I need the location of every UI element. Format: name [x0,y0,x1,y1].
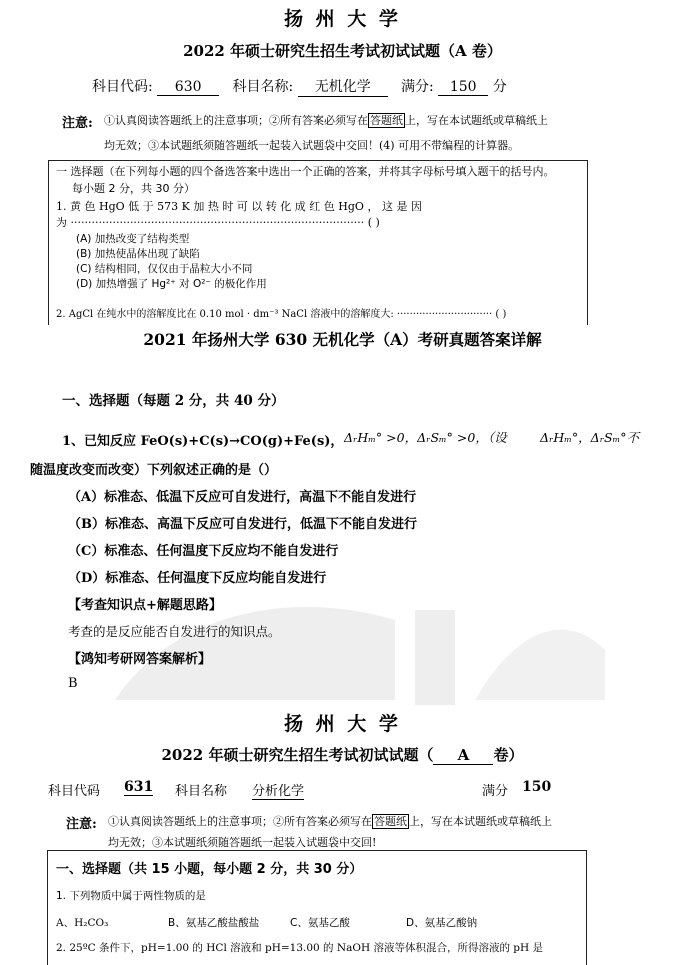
answer-title: 2021 年扬州大学 630 无机化学（A）考研真题答案详解 [143,330,542,349]
doc2-subject-name: 分析化学 [252,780,304,800]
subject-name: 无机化学 [298,76,388,97]
doc2-subject-code-label: 科目代码 [48,784,101,799]
doc2-note-text: ①认真阅读答题纸上的注意事项；②所有答案必须写在 [108,815,372,828]
doc2-note-line2: 均无效；③本试题纸须随答题纸一起装入试题袋中交回! [108,836,377,849]
doc2-q1: 1. 下列物质中属于两性物质的是 [56,890,206,902]
subject-code-label: 科目代码: [92,79,153,95]
doc2-section-header: 一、选择题（共 15 小题，每小题 2 分，共 30 分） [56,862,363,877]
doc2-q2: 2. 25ºC 条件下，pH=1.00 的 HCl 溶液和 pH=13.00 的 NaOH 溶液等体积混合，所得溶液的 pH 是 [56,942,543,954]
knowledge-point-text: 考查的是反应能否自发进行的知识点。 [68,624,281,639]
doc1-exam-title: 2022 年硕士研究生招生考试初试试题（A 卷） [183,42,502,60]
doc1-q1: 1. 黄 色 HgO 低 于 573 K 加 热 时 可 以 转 化 成 红 色 HgO ， 这 是 因 [56,200,422,213]
answer-section: 一、选择题（每题 2 分，共 40 分） [62,393,285,409]
answer-q1-lead: 1、已知反应 FeO(s)+C(s)→CO(g)+Fe(s)， [62,434,344,449]
doc2-note-boxed-answer-sheet: 答题纸 [374,815,407,828]
score-unit: 分 [492,79,507,95]
doc2-full-score: 150 [522,779,552,795]
doc1-notes-label: 注意: [62,116,93,131]
doc2-q1-option-c: C、氨基乙酸 [290,917,350,929]
doc1-section-header: 一 选择题（在下列每小题的四个备选答案中选出一个正确的答案，并将其字母标号填入题干的括号内。 [56,165,555,178]
answer-option-b: （B）标准态、高温下反应可自发进行，低温下不能自发进行 [68,517,417,532]
doc1-subject-row [92,76,507,97]
doc2-q1-option-a: A、H₂CO₃ [56,917,109,929]
doc2-exam-title [0,744,685,765]
doc1-q2: 2. AgCl 在纯水中的溶解度比在 0.10 mol · dm⁻³ NaCl 溶液中的溶解度大: ······························ ( ) [56,309,507,320]
doc2-notes-label: 注意: [66,817,97,832]
doc2-q1-option-d: D、氨基乙酸钠 [406,917,478,929]
answer-q1-condition2: ΔᵣHₘ°，ΔᵣSₘ°不 [540,430,640,445]
full-score: 150 [438,79,488,96]
answer-q1-condition1: ΔᵣHₘ° >0，ΔᵣSₘ° >0，（设 [344,430,507,445]
knowledge-point-label: 【考查知识点+解题思路】 [68,598,222,613]
answer-value: B [68,676,78,691]
answer-option-a: （A）标准态、低温下反应可自发进行，高温下不能自发进行 [68,490,417,505]
doc1-q1-option-b: (B) 加热使晶体出现了缺陷 [76,248,200,260]
doc2-subject-code: 631 [124,779,154,795]
answer-option-d: （D）标准态、任何温度下反应均能自发进行 [68,571,327,586]
full-score-label: 满分: [401,79,434,95]
answer-analysis-label: 【鸿知考研网答案解析】 [68,652,212,667]
note-text-tail: 上，写在本试题纸或草稿纸上 [405,114,548,127]
doc2-q1-option-b: B、氨基乙酸盐酸盐 [168,917,260,929]
doc1-q1-option-d: (D) 加热增强了 Hg²⁺ 对 O²⁻ 的极化作用 [76,278,267,290]
doc2-full-score-label: 满分 [482,784,509,799]
doc1-q1-line2: 为 ···················································································· ( ) [56,216,380,229]
answer-option-c: （C）标准态、任何温度下反应均不能自发进行 [68,544,339,559]
subject-code: 630 [157,79,219,96]
doc1-university: 扬 州 大 学 [284,8,401,30]
doc2-title-post: 卷） [493,746,524,764]
doc2-subject-name-label: 科目名称 [175,784,228,799]
doc2-volume: A [433,746,493,765]
doc2-title-pre: 2022 年硕士研究生招生考试初试试题（ [161,746,434,764]
doc1-note-line1 [104,112,548,128]
note-text: ①认真阅读答题纸上的注意事项；②所有答案必须写在 [104,114,368,127]
subject-name-label: 科目名称: [232,79,294,95]
doc1-q1-option-a: (A) 加热改变了结构类型 [76,233,190,245]
doc1-q1-option-c: (C) 结构相同，仅仅由于晶粒大小不同 [76,263,253,275]
note-boxed-answer-sheet: 答题纸 [370,114,403,127]
doc2-note-line1 [108,813,552,829]
doc1-note-line2: 均无效；③本试题纸须随答题纸一起装入试题袋中交回！(4) 可用不带编程的计算器。 [104,139,520,152]
doc1-section-header2: 每小题 2 分，共 30 分） [72,182,195,195]
answer-q1-line2: 随温度改变而改变）下列叙述正确的是（） [30,463,278,478]
doc2-note-text-tail: 上，写在本试题纸或草稿纸上 [409,815,552,828]
doc2-university: 扬 州 大 学 [284,713,401,735]
